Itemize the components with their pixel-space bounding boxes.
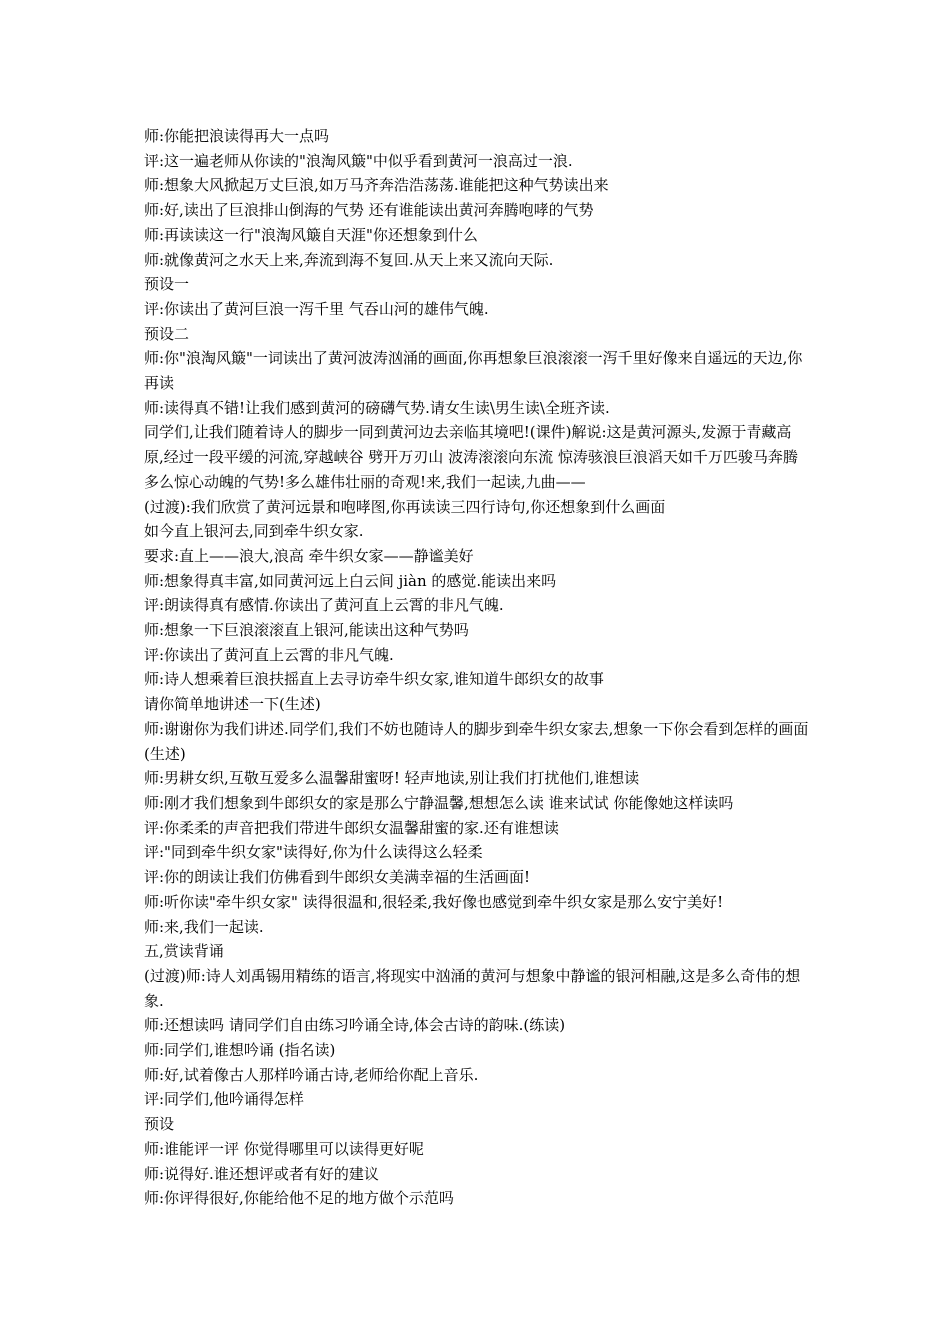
text-line: 师:好,读出了巨浪排山倒海的气势 还有谁能读出黄河奔腾咆哮的气势 [144,201,594,220]
text-line: (过渡):我们欣赏了黄河远景和咆哮图,你再读读三四行诗句,你还想象到什么画面 [144,497,666,516]
text-line: 师:读得真不错!让我们感到黄河的磅礴气势.请女生读\男生读\全班齐读. [144,398,610,417]
text-line: 同学们,让我们随着诗人的脚步一同到黄河边去亲临其境吧!(课件)解说:这是黄河源头,发源于青藏高原,经过一段平缓的河流,穿越峡谷 劈开万刃山 波涛滚滚向东流 惊涛骇浪巨浪滔天如千万匹骏马奔腾 多么惊心动魄的气势!多么雄伟壮丽的奇观!来,我们一起读,九曲—— [144,423,798,491]
text-line: 师:谢谢你为我们讲述.同学们,我们不妨也随诗人的脚步到牵牛织女家去,想象一下你会看到怎样的画面 (生述) [144,719,809,763]
text-line: 评:你的朗读让我们仿佛看到牛郎织女美满幸福的生活画面! [144,868,531,887]
text-line: 师:男耕女织,互敬互爱多么温馨甜蜜呀! 轻声地读,别让我们打扰他们,谁想读 [144,769,640,788]
text-line: 要求:直上——浪大,浪高 牵牛织女家——静谧美好 [144,546,474,565]
text-line: 师:想象大风掀起万丈巨浪,如万马齐奔浩浩荡荡.谁能把这种气势读出来 [144,176,609,195]
text-line: 师:想象一下巨浪滚滚直上银河,能读出这种气势吗 [144,621,469,640]
text-line: 评:这一遍老师从你读的"浪淘风簸"中似乎看到黄河一浪高过一浪. [144,151,573,170]
text-line: 预设二 [144,324,190,343]
text-line: 师:好,试着像古人那样吟诵古诗,老师给你配上音乐. [144,1065,479,1084]
text-line: 师:你"浪淘风簸"一词读出了黄河波涛汹涌的画面,你再想象巨浪滚滚一泻千里好像来自遥远的天边,你再读 [144,349,803,393]
text-line: 预设一 [144,275,190,294]
text-line: 师:谁能评一评 你觉得哪里可以读得更好呢 [144,1139,424,1158]
text-line: 师:你评得很好,你能给他不足的地方做个示范吗 [144,1189,454,1208]
text-line: 请你简单地讲述一下(生述) [144,695,321,714]
text-line: 师:说得好.谁还想评或者有好的建议 [144,1164,379,1183]
text-line: 如今直上银河去,同到牵牛织女家. [144,522,364,541]
text-line: 评:同学们,他吟诵得怎样 [144,1090,304,1109]
text-line: 师:诗人想乘着巨浪扶摇直上去寻访牵牛织女家,谁知道牛郎织女的故事 [144,670,604,689]
text-line: 师:刚才我们想象到牛郎织女的家是那么宁静温馨,想想怎么读 谁来试试 你能像她这样读吗 [144,793,734,812]
document-body [144,124,809,1211]
text-line: 评:你柔柔的声音把我们带进牛郎织女温馨甜蜜的家.还有谁想读 [144,818,559,837]
text-line: (过渡)师:诗人刘禹锡用精练的语言,将现实中汹涌的黄河与想象中静谧的银河相融,这是多么奇伟的想象. [144,966,801,1010]
text-line: 师:想象得真丰富,如同黄河远上白云间 jiàn 的感觉.能读出来吗 [144,571,557,590]
text-line: 评:你读出了黄河巨浪一泻千里 气吞山河的雄伟气魄. [144,299,489,318]
text-line: 师:听你读"牵牛织女家" 读得很温和,很轻柔,我好像也感觉到牵牛织女家是那么安宁美好! [144,892,724,911]
text-line: 师:同学们,谁想吟诵 (指名读) [144,1041,336,1060]
text-line: 师:还想读吗 请同学们自由练习吟诵全诗,体会古诗的韵味.(练读) [144,1016,566,1035]
text-line: 评:你读出了黄河直上云霄的非凡气魄. [144,645,394,664]
text-line: 师:来,我们一起读. [144,917,264,936]
text-line: 师:就像黄河之水天上来,奔流到海不复回.从天上来又流向天际. [144,250,554,269]
text-line: 评:朗读得真有感情.你读出了黄河直上云霄的非凡气魄. [144,596,504,615]
text-line: 师:再读读这一行"浪淘风簸自天涯"你还想象到什么 [144,225,478,244]
text-line: 评:"同到牵牛织女家"读得好,你为什么读得这么轻柔 [144,843,483,862]
text-line: 预设 [144,1115,175,1134]
section-heading: 五,赏读背诵 [144,942,224,961]
text-line: 师:你能把浪读得再大一点吗 [144,127,330,145]
